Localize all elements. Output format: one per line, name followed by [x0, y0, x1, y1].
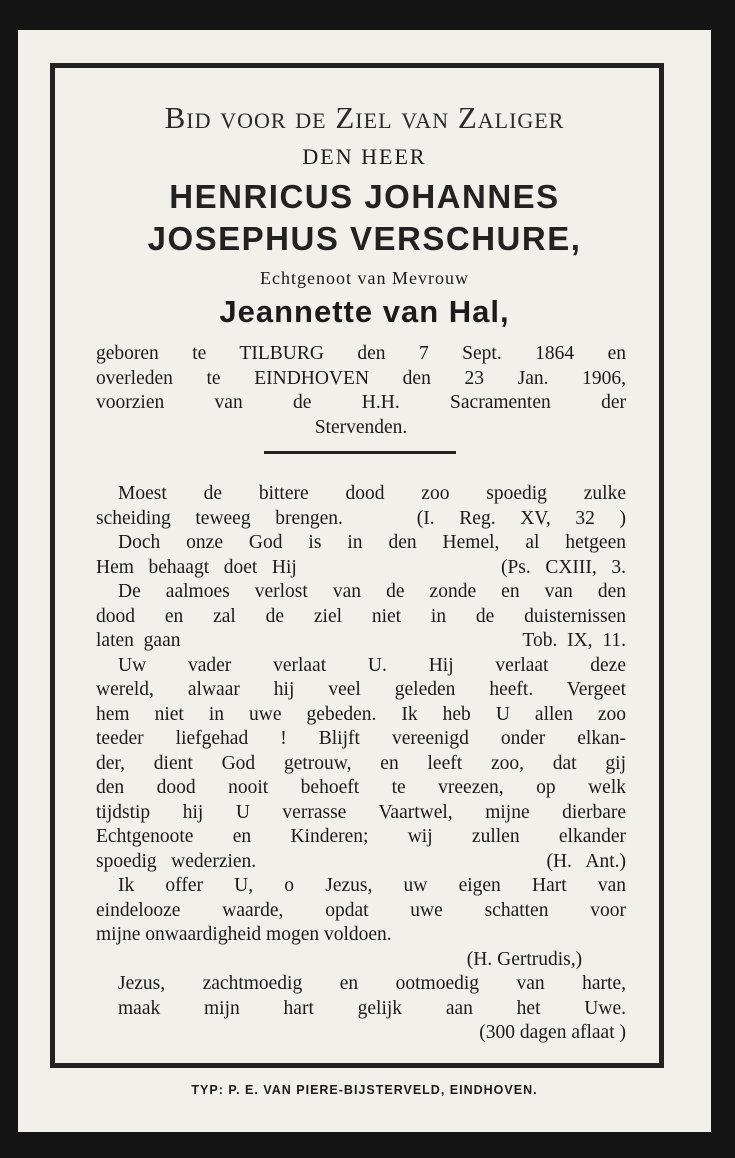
prayer-line: mijne onwaardigheid mogen voldoen. [96, 924, 392, 945]
spouse-intro: Echtgenoot van Mevrouw [260, 268, 469, 288]
prayer-line: der, dient God getrouw, en leeft zoo, dat gij [96, 752, 626, 774]
biography-block [96, 342, 626, 440]
divider-rule [264, 451, 456, 454]
bio-line: Stervenden. [314, 416, 408, 438]
prayer-line: scheiding teweeg brengen. (I. Reg. XV, 32 ) [96, 507, 626, 529]
bio-line: geboren te TILBURG den 7 Sept. 1864 en [96, 343, 626, 364]
prayer-line: Doch onze God is in den Hemel, al hetgeen [118, 532, 626, 553]
prayer-line: Hem behaagt doet Hij (Ps. CXIII, 3. [96, 556, 626, 578]
printer-imprint: TYP: P. E. VAN PIERE-BIJSTERVELD, EINDHOVEN. [191, 1083, 538, 1097]
deceased-name-line2: JOSEPHUS VERSCHURE, [147, 220, 582, 257]
invocation-heading: Bid voor de Ziel van Zaliger [164, 100, 565, 135]
prayer-line: eindelooze waarde, opdat uwe schatten voor [96, 899, 626, 921]
prayer-line: tijdstip hij U verrasse Vaartwel, mijne dierbare [96, 801, 626, 823]
prayer-line: Uw vader verlaat U. Hij verlaat deze [118, 654, 626, 676]
prayer-line: maak mijn hart gelijk aan het Uwe. [118, 997, 626, 1019]
prayer-line: (300 dagen aflaat ) [479, 1022, 626, 1043]
bio-line: voorzien van de H.H. Sacramenten der [96, 392, 626, 413]
prayer-line: teeder liefgehad ! Blijft vereenigd onder elkan- [96, 728, 626, 749]
prayer-text-block [96, 482, 626, 1046]
prayer-line: Ik offer U, o Jezus, uw eigen Hart van [118, 875, 626, 896]
prayer-line: De aalmoes verlost van de zonde en van den [118, 581, 626, 602]
prayer-line: (H. Gertrudis,) [466, 948, 626, 970]
prayer-line: spoedig wederzien. (H. Ant.) [96, 850, 626, 872]
prayer-line: Echtgenoote en Kinderen; wij zullen elkander [96, 826, 626, 847]
prayer-line: hem niet in uwe gebeden. Ik heb U allen zoo [96, 703, 626, 725]
bio-line: overleden te EINDHOVEN den 23 Jan. 1906, [96, 367, 626, 389]
prayer-line: den dood nooit behoeft te vreezen, op welk [96, 777, 626, 798]
prayer-line: laten gaan Tob. IX, 11. [96, 630, 626, 651]
prayer-line: wereld, alwaar hij veel geleden heeft. Vergeet [96, 679, 626, 700]
memorial-card [18, 30, 711, 1132]
prayer-line: Jezus, zachtmoedig en ootmoedig van harte, [118, 973, 626, 994]
title-den-heer: DEN HEER [302, 144, 427, 169]
prayer-line: dood en zal de ziel niet in de duisternissen [96, 605, 626, 627]
spouse-name: Jeannette van Hal, [219, 294, 510, 329]
prayer-line: Moest de bittere dood zoo spoedig zulke [118, 483, 626, 504]
deceased-name-line1: HENRICUS JOHANNES [169, 178, 560, 215]
